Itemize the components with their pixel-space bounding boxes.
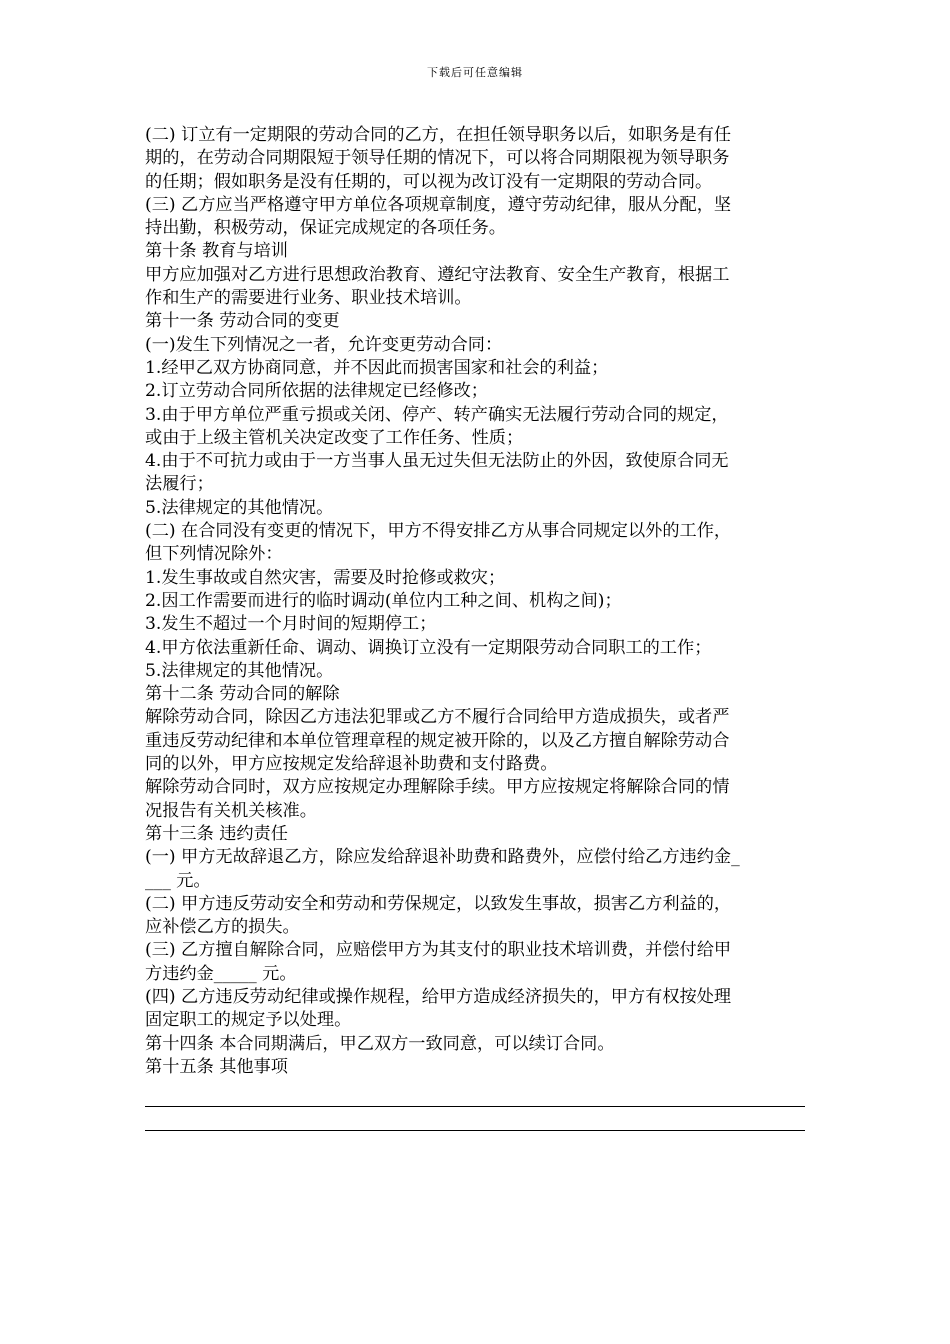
text-line: 或由于上级主管机关决定改变了工作任务、性质； (145, 427, 524, 448)
section-heading: 第十四条 本合同期满后，甲乙双方一致同意，可以续订合同。 (145, 1033, 615, 1054)
text-line: (二) 订立有一定期限的劳动合同的乙方，在担任领导职务以后，如职务是有任 (145, 125, 732, 145)
list-item: 4.由于不可抗力或由于一方当事人虽无过失但无法防止的外因，致使原合同无 (145, 451, 729, 472)
text-line: 的任期；假如职务是没有任期的，可以视为改订没有一定期限的劳动合同。 (145, 171, 713, 192)
text-line: 况报告有关机关核准。 (145, 800, 317, 821)
section-heading: 第十一条 劳动合同的变更 (145, 311, 340, 332)
contract-body (145, 124, 807, 1131)
fill-in-blank-line (145, 1084, 805, 1107)
page-header-note: 下载后可任意编辑 (427, 66, 523, 79)
text-line: 解除劳动合同时，双方应按规定办理解除手续。甲方应按规定将解除合同的情 (145, 777, 730, 798)
list-item: 3.发生不超过一个月时间的短期停工； (145, 614, 437, 635)
section-heading: 第十五条 其他事项 (145, 1056, 288, 1077)
text-line: (三) 乙方应当严格遵守甲方单位各项规章制度，遵守劳动纪律，服从分配，坚 (145, 194, 732, 215)
text-line: (一) 甲方无故辞退乙方，除应发给辞退补助费和路费外，应偿付给乙方违约金_ (145, 847, 740, 868)
text-line: (二) 在合同没有变更的情况下，甲方不得安排乙方从事合同规定以外的工作， (145, 521, 732, 542)
text-line: 期的，在劳动合同期限短于领导任期的情况下，可以将合同期限视为领导职务 (145, 148, 730, 169)
list-item: 2.订立劳动合同所依据的法律规定已经修改； (145, 381, 488, 402)
list-item: 4.甲方依法重新任命、调动、调换订立没有一定期限劳动合同职工的工作； (145, 637, 712, 658)
list-item: 3.由于甲方单位严重亏损或关闭、停产、转产确实无法履行劳动合同的规定， (145, 404, 729, 425)
text-line: (二) 甲方违反劳动安全和劳动和劳保规定，以致发生事故，损害乙方利益的， (145, 893, 732, 914)
text-line: 应补偿乙方的损失。 (145, 917, 300, 938)
text-line: 作和生产的需要进行业务、职业技术培训。 (145, 288, 472, 309)
list-item: 2.因工作需要而进行的临时调动(单位内工种之间、机构之间)； (145, 590, 622, 611)
text-line: (三) 乙方擅自解除合同，应赔偿甲方为其支付的职业技术培训费，并偿付给甲 (145, 940, 732, 961)
text-line: 固定职工的规定予以处理。 (145, 1010, 352, 1031)
text-line: 同的以外，甲方应按规定发给辞退补助费和支付路费。 (145, 754, 558, 775)
text-line: (四) 乙方违反劳动纪律或操作规程，给甲方造成经济损失的，甲方有权按处理 (145, 986, 732, 1007)
list-item: 1.经甲乙双方协商同意，并不因此而损害国家和社会的利益； (145, 357, 609, 378)
text-line: 方违约金_____ 元。 (145, 963, 297, 984)
section-heading: 第十二条 劳动合同的解除 (145, 684, 340, 705)
text-line: ___ 元。 (145, 870, 211, 891)
text-line: 甲方应加强对乙方进行思想政治教育、遵纪守法教育、安全生产教育，根据工 (145, 264, 730, 285)
section-heading: 第十三条 违约责任 (145, 823, 288, 844)
text-line: (一)发生下列情况之一者，允许变更劳动合同： (145, 334, 503, 355)
text-line: 持出勤，积极劳动，保证完成规定的各项任务。 (145, 218, 506, 239)
text-line: 重违反劳动纪律和本单位管理章程的规定被开除的，以及乙方擅自解除劳动合 (145, 730, 730, 751)
list-item: 5.法律规定的其他情况。 (145, 660, 334, 681)
text-line: 法履行； (145, 474, 214, 495)
list-item: 1.发生事故或自然灾害，需要及时抢修或救灾； (145, 567, 506, 588)
fill-in-blank-line (145, 1107, 805, 1130)
list-item: 5.法律规定的其他情况。 (145, 497, 334, 518)
section-heading: 第十条 教育与培训 (145, 241, 288, 262)
text-line: 解除劳动合同，除因乙方违法犯罪或乙方不履行合同给甲方造成损失，或者严 (145, 707, 730, 728)
text-line: 但下列情况除外： (145, 544, 283, 565)
